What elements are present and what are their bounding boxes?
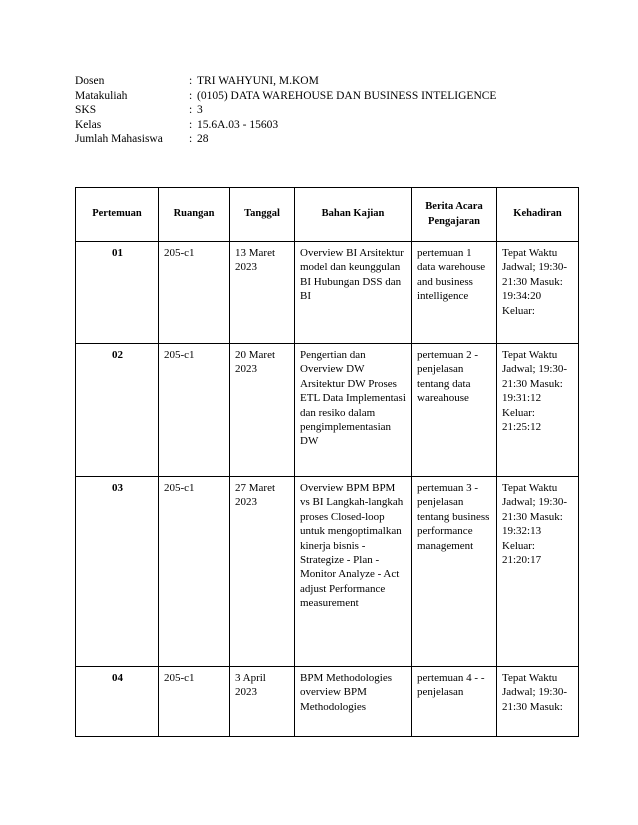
cell-ruangan: 205-c1 [159, 477, 230, 667]
info-label: Matakuliah [75, 89, 128, 102]
info-row-jumlah-mahasiswa [75, 132, 496, 147]
info-value: TRI WAHYUNI, M.KOM [197, 75, 319, 87]
header-bahan-kajian: Bahan Kajian [295, 188, 412, 242]
cell-pertemuan: 02 [76, 344, 159, 477]
cell-pertemuan: 03 [76, 477, 159, 667]
cell-kehadiran: Tepat Waktu Jadwal; 19:30-21:30 Masuk: 19:34:20 Keluar: [497, 242, 579, 344]
course-info [75, 74, 496, 147]
info-value: (0105) DATA WAREHOUSE DAN BUSINESS INTELIGENCE [197, 89, 497, 102]
info-separator: : [189, 104, 193, 117]
cell-berita-acara: pertemuan 4 - - penjelasan [412, 667, 497, 737]
cell-ruangan: 205-c1 [159, 242, 230, 344]
table-row [76, 667, 579, 737]
cell-ruangan: 205-c1 [159, 344, 230, 477]
info-row-dosen [75, 74, 496, 89]
table-row [76, 344, 579, 477]
header-ruangan: Ruangan [159, 188, 230, 242]
cell-tanggal: 3 April 2023 [230, 667, 295, 737]
cell-kehadiran: Tepat Waktu Jadwal; 19:30-21:30 Masuk: 19:31:12 Keluar: 21:25:12 [497, 344, 579, 477]
info-value: 15.6A.03 - 15603 [197, 118, 279, 131]
header-kehadiran: Kehadiran [497, 188, 579, 242]
info-label: Kelas [75, 118, 102, 131]
table-row [76, 242, 579, 344]
info-row-matakuliah [75, 89, 496, 104]
cell-bahan-kajian: Overview BI Arsitektur model dan keunggulan BI Hubungan DSS dan BI [295, 242, 412, 344]
header-pertemuan: Pertemuan [76, 188, 159, 242]
cell-bahan-kajian: BPM Methodologies overview BPM Methodologies [295, 667, 412, 737]
info-row-sks [75, 103, 496, 118]
cell-berita-acara: pertemuan 3 - penjelasan tentang business performance management [412, 477, 497, 667]
cell-tanggal: 20 Maret 2023 [230, 344, 295, 477]
info-separator: : [189, 118, 193, 131]
cell-tanggal: 27 Maret 2023 [230, 477, 295, 667]
cell-pertemuan: 04 [76, 667, 159, 737]
table-header-row [76, 188, 579, 242]
info-row-kelas [75, 118, 496, 133]
cell-bahan-kajian: Overview BPM BPM vs BI Langkah-langkah proses Closed-loop untuk mengoptimalkan kinerja bisnis - Strategize - Plan - Monitor Analyze - Act adjust Performance measurement [295, 477, 412, 667]
info-label: Dosen [75, 75, 105, 87]
header-berita-acara: Berita Acara Pengajaran [412, 188, 497, 242]
info-label: Jumlah Mahasiswa [75, 133, 163, 146]
cell-tanggal: 13 Maret 2023 [230, 242, 295, 344]
cell-kehadiran: Tepat Waktu Jadwal; 19:30-21:30 Masuk: [497, 667, 579, 737]
info-label: SKS [75, 104, 97, 117]
cell-kehadiran: Tepat Waktu Jadwal; 19:30-21:30 Masuk: 19:32:13 Keluar: 21:20:17 [497, 477, 579, 667]
cell-ruangan: 205-c1 [159, 667, 230, 737]
cell-pertemuan: 01 [76, 242, 159, 344]
table-row [76, 477, 579, 667]
cell-berita-acara: pertemuan 2 - penjelasan tentang data wareahouse [412, 344, 497, 477]
header-tanggal: Tanggal [230, 188, 295, 242]
info-value: 3 [197, 104, 203, 117]
info-separator: : [189, 133, 193, 146]
cell-berita-acara: pertemuan 1 data warehouse and business intelligence [412, 242, 497, 344]
info-separator: : [189, 89, 193, 102]
info-separator: : [189, 75, 193, 87]
attendance-table [75, 187, 579, 737]
cell-bahan-kajian: Pengertian dan Overview DW Arsitektur DW Proses ETL Data Implementasi dan resiko dalam pengimplementasian DW [295, 344, 412, 477]
info-value: 28 [197, 133, 209, 146]
